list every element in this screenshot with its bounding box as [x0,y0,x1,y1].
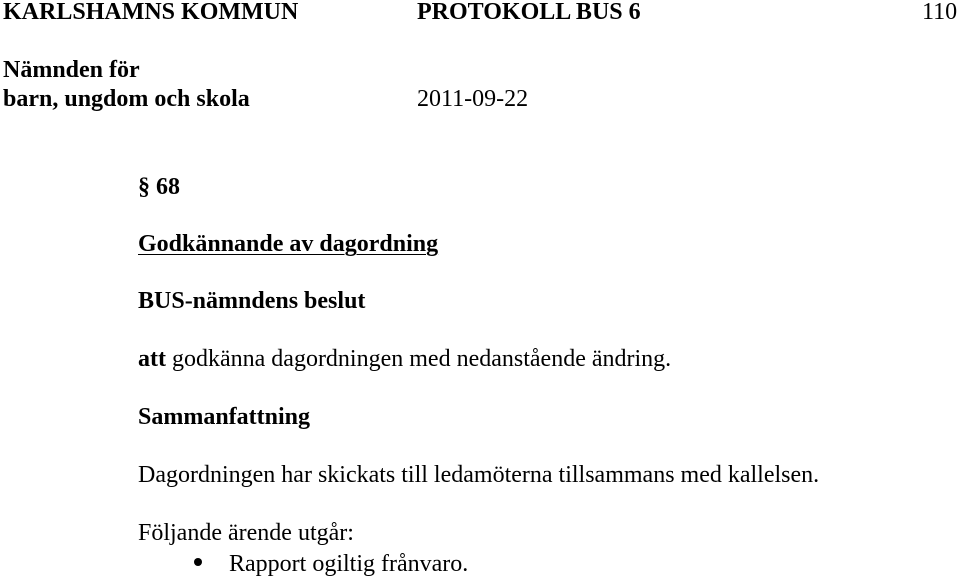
summary-text: Dagordningen har skickats till ledamöterna tillsammans med kallelsen. [138,462,820,488]
list-item: Rapport ogiltig frånvaro. [229,551,469,577]
meeting-date: 2011-09-22 [417,86,529,112]
removed-items-intro: Följande ärende utgår: [138,520,354,546]
committee-name-line1: Nämnden för [3,57,140,83]
decision-line [138,347,671,371]
decision-text: godkänna dagordningen med nedanstående ändring. [171,346,672,372]
org-name: KARLSHAMNS KOMMUN [3,0,299,25]
decision-heading: BUS-nämndens beslut [138,288,366,314]
paragraph-number: § 68 [138,174,180,200]
document-type: PROTOKOLL BUS 6 [417,0,641,25]
summary-heading: Sammanfattning [138,404,311,430]
bullet-icon [194,558,202,566]
decision-att: att [138,346,166,372]
page-number: 110 [922,0,958,25]
committee-name-line2: barn, ungdom och skola [3,86,250,112]
section-title: Godkännande av dagordning [138,231,439,257]
